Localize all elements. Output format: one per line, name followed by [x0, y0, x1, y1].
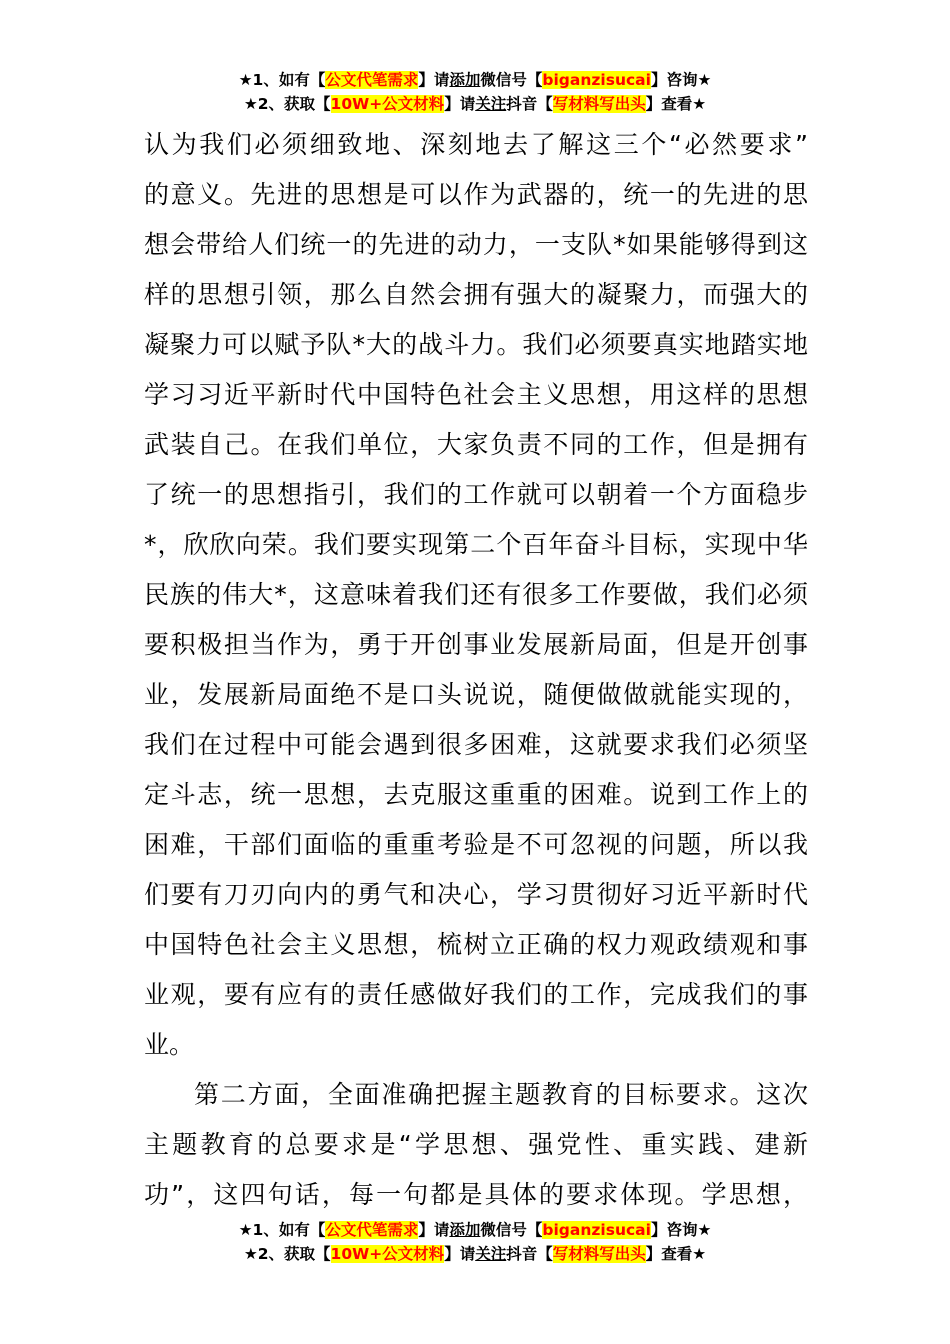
banner-text: 微信号【 [480, 71, 543, 89]
highlight-materials: 10W+公文材料 [330, 1245, 445, 1263]
banner-text: 】请 [418, 71, 450, 89]
highlight-materials: 10W+公文材料 [330, 95, 445, 113]
underlined-word: 添加 [449, 71, 481, 89]
banner-text: 】咨询★ [650, 1221, 712, 1239]
highlight-service: 公文代笔需求 [325, 71, 419, 89]
highlight-service: 公文代笔需求 [325, 1221, 419, 1239]
text-line: 困难，干部们面临的重重考验是不可忽视的问题，所以我 [144, 830, 808, 859]
banner-text: ★1、如有【 [238, 1221, 326, 1239]
document-body [144, 120, 808, 1220]
text-line: 要积极担当作为，勇于开创事业发展新局面，但是开创事 [144, 630, 808, 659]
paragraph-1 [144, 120, 808, 1070]
text-line: 第二方面，全面准确把握主题教育的目标要求。这次 [194, 1080, 808, 1109]
banner-text: 抖音【 [506, 1245, 553, 1263]
text-line: 主题教育的总要求是“学思想、强党性、重实践、建新 [144, 1130, 808, 1159]
footer-banner [0, 1218, 950, 1266]
text-line: 业观，要有应有的责任感做好我们的工作，完成我们的事 [144, 980, 808, 1009]
text-line: 业。 [144, 1030, 195, 1059]
text-line: 们要有刀刃向内的勇气和决心，学习贯彻好习近平新时代 [144, 880, 808, 909]
banner-line-1 [0, 68, 950, 92]
text-line: 中国特色社会主义思想，梳树立正确的权力观政绩观和事 [144, 930, 808, 959]
highlight-douyin-account: 写材料写出头 [552, 1245, 646, 1263]
text-line: 定斗志，统一思想，去克服这重重的困难。说到工作上的 [144, 780, 808, 809]
banner-text: ★2、获取【 [243, 95, 331, 113]
text-line: 我们在过程中可能会遇到很多困难，这就要求我们必须坚 [144, 730, 808, 759]
text-line: 认为我们必须细致地、深刻地去了解这三个“必然要求” [144, 130, 808, 159]
banner-text: 】查看★ [645, 1245, 707, 1263]
underlined-word: 关注 [475, 1245, 507, 1263]
banner-text: ★2、获取【 [243, 1245, 331, 1263]
header-banner [0, 68, 950, 116]
text-line: 民族的伟大*，这意味着我们还有很多工作要做，我们必须 [144, 580, 808, 609]
underlined-word: 添加 [449, 1221, 481, 1239]
highlight-wechat-id: biganzisucai [542, 71, 651, 89]
underlined-word: 关注 [475, 95, 507, 113]
text-line: 业，发展新局面绝不是口头说说，随便做做就能实现的， [144, 680, 808, 709]
text-line: 样的思想引领，那么自然会拥有强大的凝聚力，而强大的 [144, 280, 808, 309]
text-line: 武装自己。在我们单位，大家负责不同的工作，但是拥有 [144, 430, 808, 459]
text-line: 凝聚力可以赋予队*大的战斗力。我们必须要真实地踏实地 [144, 330, 808, 359]
text-line: *，欣欣向荣。我们要实现第二个百年奋斗目标，实现中华 [144, 530, 808, 559]
highlight-wechat-id: biganzisucai [542, 1221, 651, 1239]
banner-line-2 [0, 92, 950, 116]
text-line: 想会带给人们统一的先进的动力，一支队*如果能够得到这 [144, 230, 808, 259]
paragraph-2 [144, 1070, 808, 1220]
banner-text: 】请 [418, 1221, 450, 1239]
banner-text: 】请 [444, 95, 476, 113]
banner-text: 】咨询★ [650, 71, 712, 89]
highlight-douyin-account: 写材料写出头 [552, 95, 646, 113]
banner-line-2 [0, 1242, 950, 1266]
banner-text: 微信号【 [480, 1221, 543, 1239]
text-line: 学习习近平新时代中国特色社会主义思想，用这样的思想 [144, 380, 808, 409]
text-line: 了统一的思想指引，我们的工作就可以朝着一个方面稳步 [144, 480, 808, 509]
text-line: 的意义。先进的思想是可以作为武器的，统一的先进的思 [144, 180, 808, 209]
banner-text: ★1、如有【 [238, 71, 326, 89]
banner-text: 抖音【 [506, 95, 553, 113]
banner-line-1 [0, 1218, 950, 1242]
banner-text: 】请 [444, 1245, 476, 1263]
banner-text: 】查看★ [645, 95, 707, 113]
text-line: 功”，这四句话，每一句都是具体的要求体现。学思想， [144, 1180, 808, 1209]
